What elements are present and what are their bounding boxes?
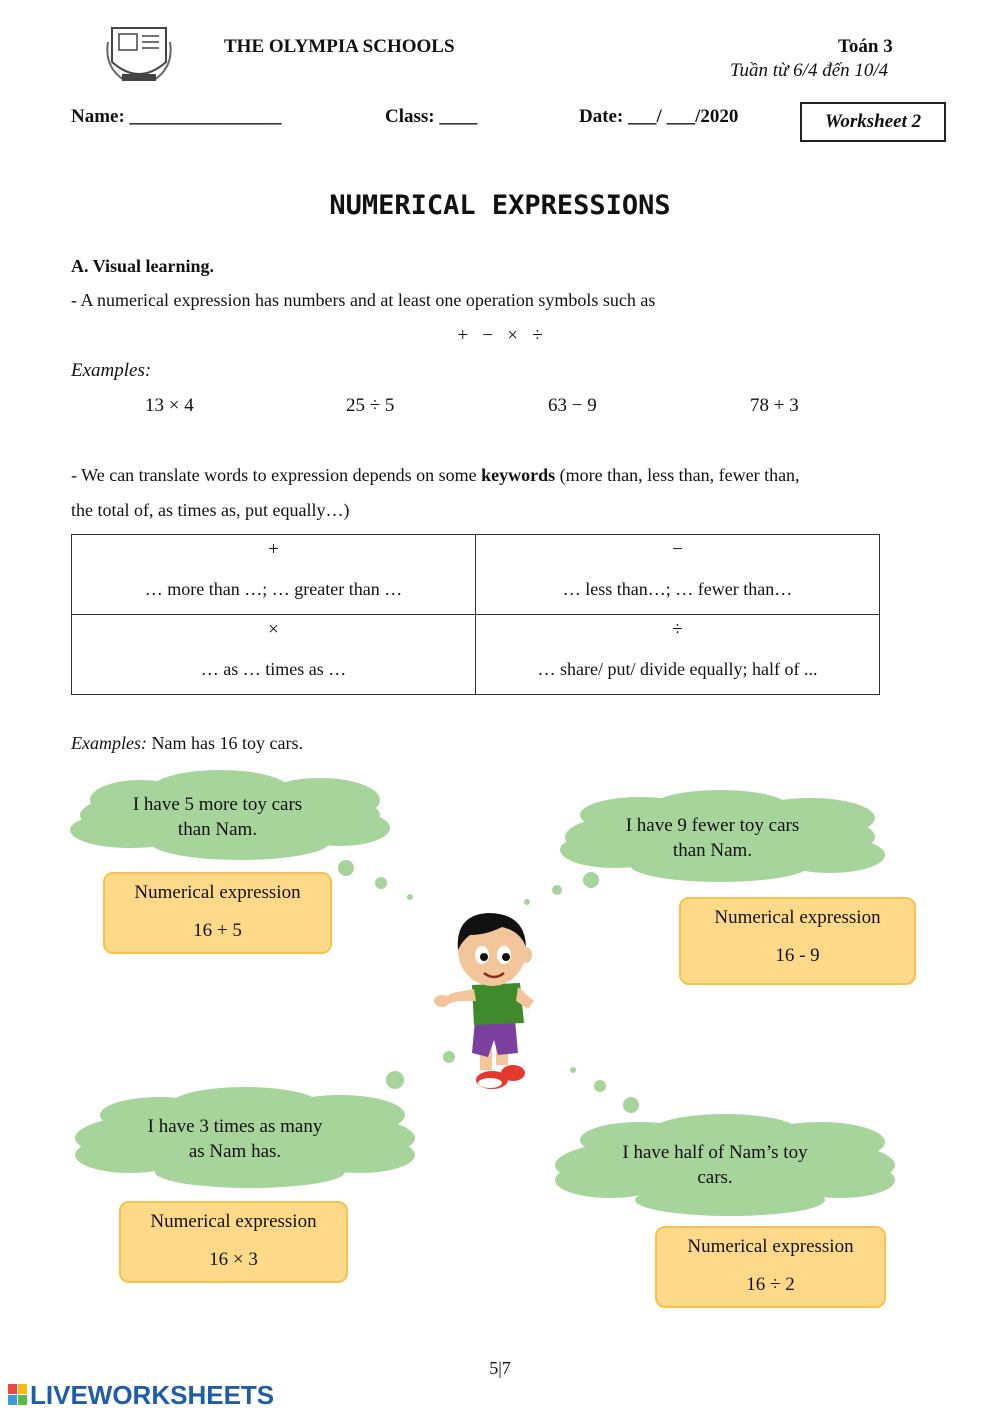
keyword-table — [71, 534, 880, 695]
cloud-text: I have half of Nam’s toy cars. — [622, 1142, 808, 1188]
keywords-text: - We can translate words to expression depends on some keywords (more than, less than, fewer than, — [71, 465, 800, 485]
plus-symbol: + — [268, 539, 279, 560]
operation-symbols: + − × ÷ — [457, 325, 543, 346]
keyword-text: … more than …; … greater than … — [144, 579, 403, 599]
keywords-text-line2: the total of, as times as, put equally…) — [71, 500, 350, 520]
cloud-text: I have 9 fewer toy cars than Nam. — [625, 815, 800, 861]
example-expression: 13 × 4 — [145, 395, 194, 416]
liveworksheets-logo[interactable]: LIVEWORKSHEETS — [30, 1380, 275, 1410]
example-expression: 78 + 3 — [750, 395, 799, 416]
class-field[interactable]: Class: ____ — [385, 106, 478, 127]
page-title: NUMERICAL EXPRESSIONS — [329, 190, 671, 221]
divide-symbol: ÷ — [672, 619, 683, 640]
week-range: Tuần từ 6/4 đến 10/4 — [730, 60, 889, 81]
subject: Toán 3 — [838, 36, 893, 57]
keyword-cell-minus — [476, 535, 880, 615]
boy-illustration — [430, 905, 540, 1095]
keyword-text: … as … times as … — [200, 659, 347, 679]
keyword-cell-plus — [72, 535, 476, 615]
cloud-text: I have 5 more toy cars than Nam. — [132, 794, 303, 840]
example-expression: 63 − 9 — [548, 395, 597, 416]
minus-symbol: − — [672, 539, 683, 560]
school-name: THE OLYMPIA SCHOOLS — [224, 36, 455, 57]
example-expression: 25 ÷ 5 — [346, 395, 395, 416]
page-number: 5|7 — [489, 1358, 511, 1378]
examples-label: Examples: — [71, 360, 152, 381]
expression-box: Numerical expression 16 + 5 — [103, 872, 332, 954]
worksheet-label: Worksheet 2 — [800, 102, 946, 142]
expression-box: Numerical expression 16 × 3 — [119, 1201, 348, 1283]
liveworksheets-logo-icon — [8, 1384, 28, 1406]
examples2-text: Examples: Nam has 16 toy cars. — [71, 733, 303, 753]
times-symbol: × — [268, 619, 279, 640]
name-field[interactable]: Name: ________________ — [71, 106, 282, 127]
date-field[interactable]: Date: ___/ ___/2020 — [579, 106, 739, 127]
keyword-cell-divide — [476, 615, 880, 695]
keyword-cell-times — [72, 615, 476, 695]
expression-box: Numerical expression 16 - 9 — [679, 897, 916, 985]
keyword-text: … less than…; … fewer than… — [562, 579, 793, 599]
expression-box: Numerical expression 16 ÷ 2 — [655, 1226, 886, 1308]
school-logo — [104, 22, 174, 88]
intro-text: - A numerical expression has numbers and at least one operation symbols such as — [71, 290, 656, 310]
section-a-heading: A. Visual learning. — [71, 256, 215, 276]
cloud-text: I have 3 times as many as Nam has. — [147, 1116, 323, 1162]
keyword-text: … share/ put/ divide equally; half of ... — [537, 659, 818, 679]
